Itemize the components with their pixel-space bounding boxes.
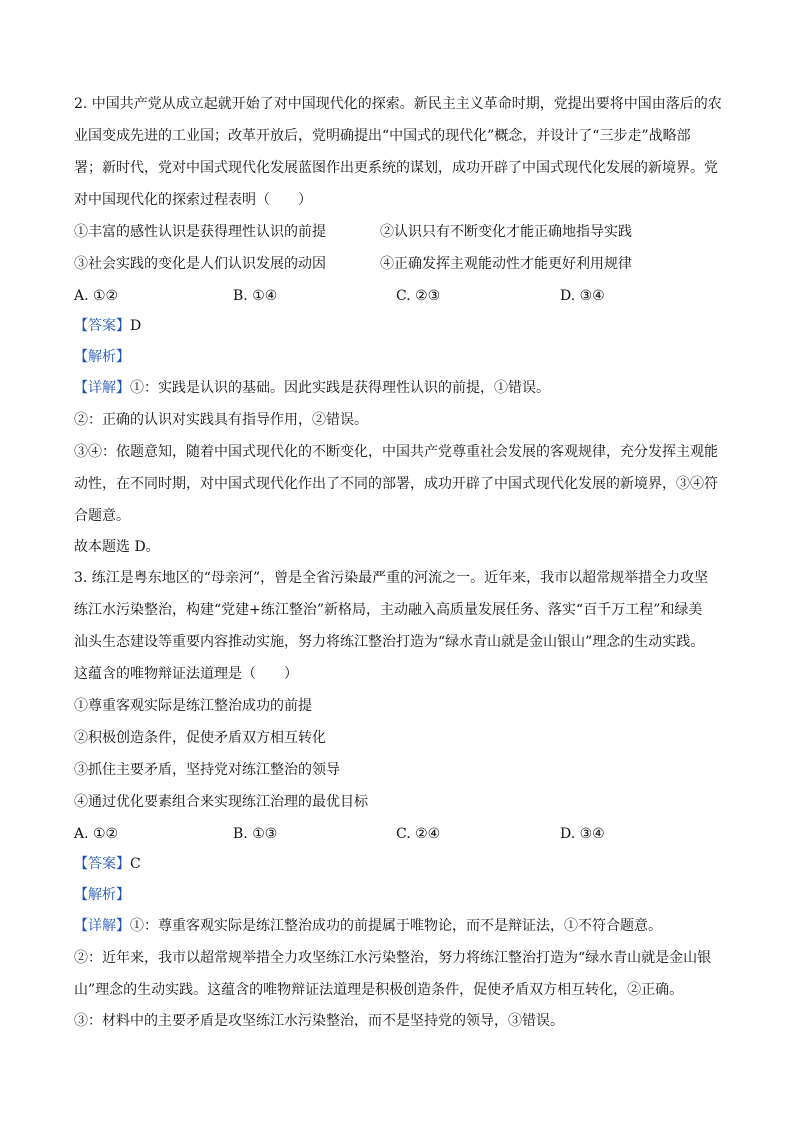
q3-answer [74, 854, 141, 874]
q2-statement-2: ②认识只有不断变化才能正确地指导实践 [380, 224, 632, 240]
q3-stem-line-1: 3. 练江是粤东地区的“母亲河”，曾是全省污染最严重的河流之一。近年来，我市以超常规举措全力攻坚 [74, 570, 709, 586]
q3-detail-line-2: ②：近年来，我市以超常规举措全力攻坚练江水污染整治，努力将练江整治打造为“绿水青山就是金山银 [74, 950, 712, 966]
q3-stem-line-3: 汕头生态建设等重要内容推动实施，努力将练江整治打造为“绿水青山就是金山银山”理念的生动实践。 [74, 634, 705, 650]
q2-choice-d: D. ③④ [560, 288, 605, 304]
q2-statement-1: ①丰富的感性认识是获得理性认识的前提 [74, 224, 326, 240]
q2-detail-line-2: ②：正确的认识对实践具有指导作用，②错误。 [74, 412, 368, 428]
q3-analysis-label: 【解析】 [74, 887, 130, 903]
q2-detail-line-4: 动性，在不同时期，对中国式现代化作出了不同的部署，成功开辟了中国式现代化发展的新境界，③④符 [74, 476, 718, 492]
q2-stem-line-4: 对中国现代化的探索过程表明（ ） [74, 192, 312, 208]
q2-detail-line-6: 故本题选 D。 [74, 539, 160, 555]
detail-label: 【详解】 [74, 380, 130, 396]
q3-stem-line-2: 练江水污染整治，构建“党建+练江整治”新格局，主动融入高质量发展任务、落实“百千万工程”和绿美 [74, 602, 703, 618]
q3-choice-c: C. ②④ [396, 826, 441, 842]
q3-choice-b: B. ①③ [233, 826, 278, 842]
q2-answer [74, 316, 141, 336]
q2-choice-b: B. ①④ [233, 288, 278, 304]
q2-detail-line-3: ③④：依题意知，随着中国式现代化的不断变化，中国共产党尊重社会发展的客观规律，充分发挥主观能 [74, 444, 718, 460]
q2-choice-a: A. ①② [74, 288, 119, 304]
q3-statement-1: ①尊重客观实际是练江整治成功的前提 [74, 698, 312, 714]
q2-detail-line-5: 合题意。 [74, 508, 130, 524]
answer-value: C [130, 856, 141, 872]
q2-detail-line-1 [74, 378, 550, 398]
q2-stem-line-3: 署；新时代，党对中国式现代化发展蓝图作出更系统的谋划，成功开辟了中国式现代化发展的新境界。党 [74, 160, 718, 176]
q3-statement-3: ③抓住主要矛盾，坚持党对练江整治的领导 [74, 762, 340, 778]
detail-label: 【详解】 [74, 918, 130, 934]
answer-label: 【答案】 [74, 856, 130, 872]
q2-choice-c: C. ②③ [396, 288, 441, 304]
q3-choice-d: D. ③④ [560, 826, 605, 842]
q2-stem-line-2: 业国变成先进的工业国；改革开放后，党明确提出“中国式的现代化”概念，并设计了“三步走”战略部 [74, 128, 691, 144]
detail-text: ①：尊重客观实际是练江整治成功的前提属于唯物论，而不是辩证法，①不符合题意。 [130, 918, 662, 934]
q3-detail-line-1 [74, 916, 662, 936]
q2-stem-line-1: 2. 中国共产党从成立起就开始了对中国现代化的探索。新民主主义革命时期，党提出要将中国由落后的农 [74, 96, 722, 112]
q3-choice-a: A. ①② [74, 826, 119, 842]
answer-value: D [130, 318, 142, 334]
q3-detail-line-4: ③：材料中的主要矛盾是攻坚练江水污染整治，而不是坚持党的领导，③错误。 [74, 1013, 564, 1029]
q2-statement-3: ③社会实践的变化是人们认识发展的动因 [74, 256, 326, 272]
q2-analysis-label: 【解析】 [74, 349, 130, 365]
q3-stem-line-4: 这蕴含的唯物辩证法道理是（ ） [74, 666, 298, 682]
q3-detail-line-3: 山”理念的生动实践。这蕴含的唯物辩证法道理是积极创造条件，促使矛盾双方相互转化，②正确。 [74, 982, 684, 998]
detail-text: ①：实践是认识的基础。因此实践是获得理性认识的前提，①错误。 [130, 380, 550, 396]
answer-label: 【答案】 [74, 318, 130, 334]
q3-statement-4: ④通过优化要素组合来实现练江治理的最优目标 [74, 794, 368, 810]
q3-statement-2: ②积极创造条件，促使矛盾双方相互转化 [74, 730, 326, 746]
q2-statement-4: ④正确发挥主观能动性才能更好利用规律 [380, 256, 632, 272]
